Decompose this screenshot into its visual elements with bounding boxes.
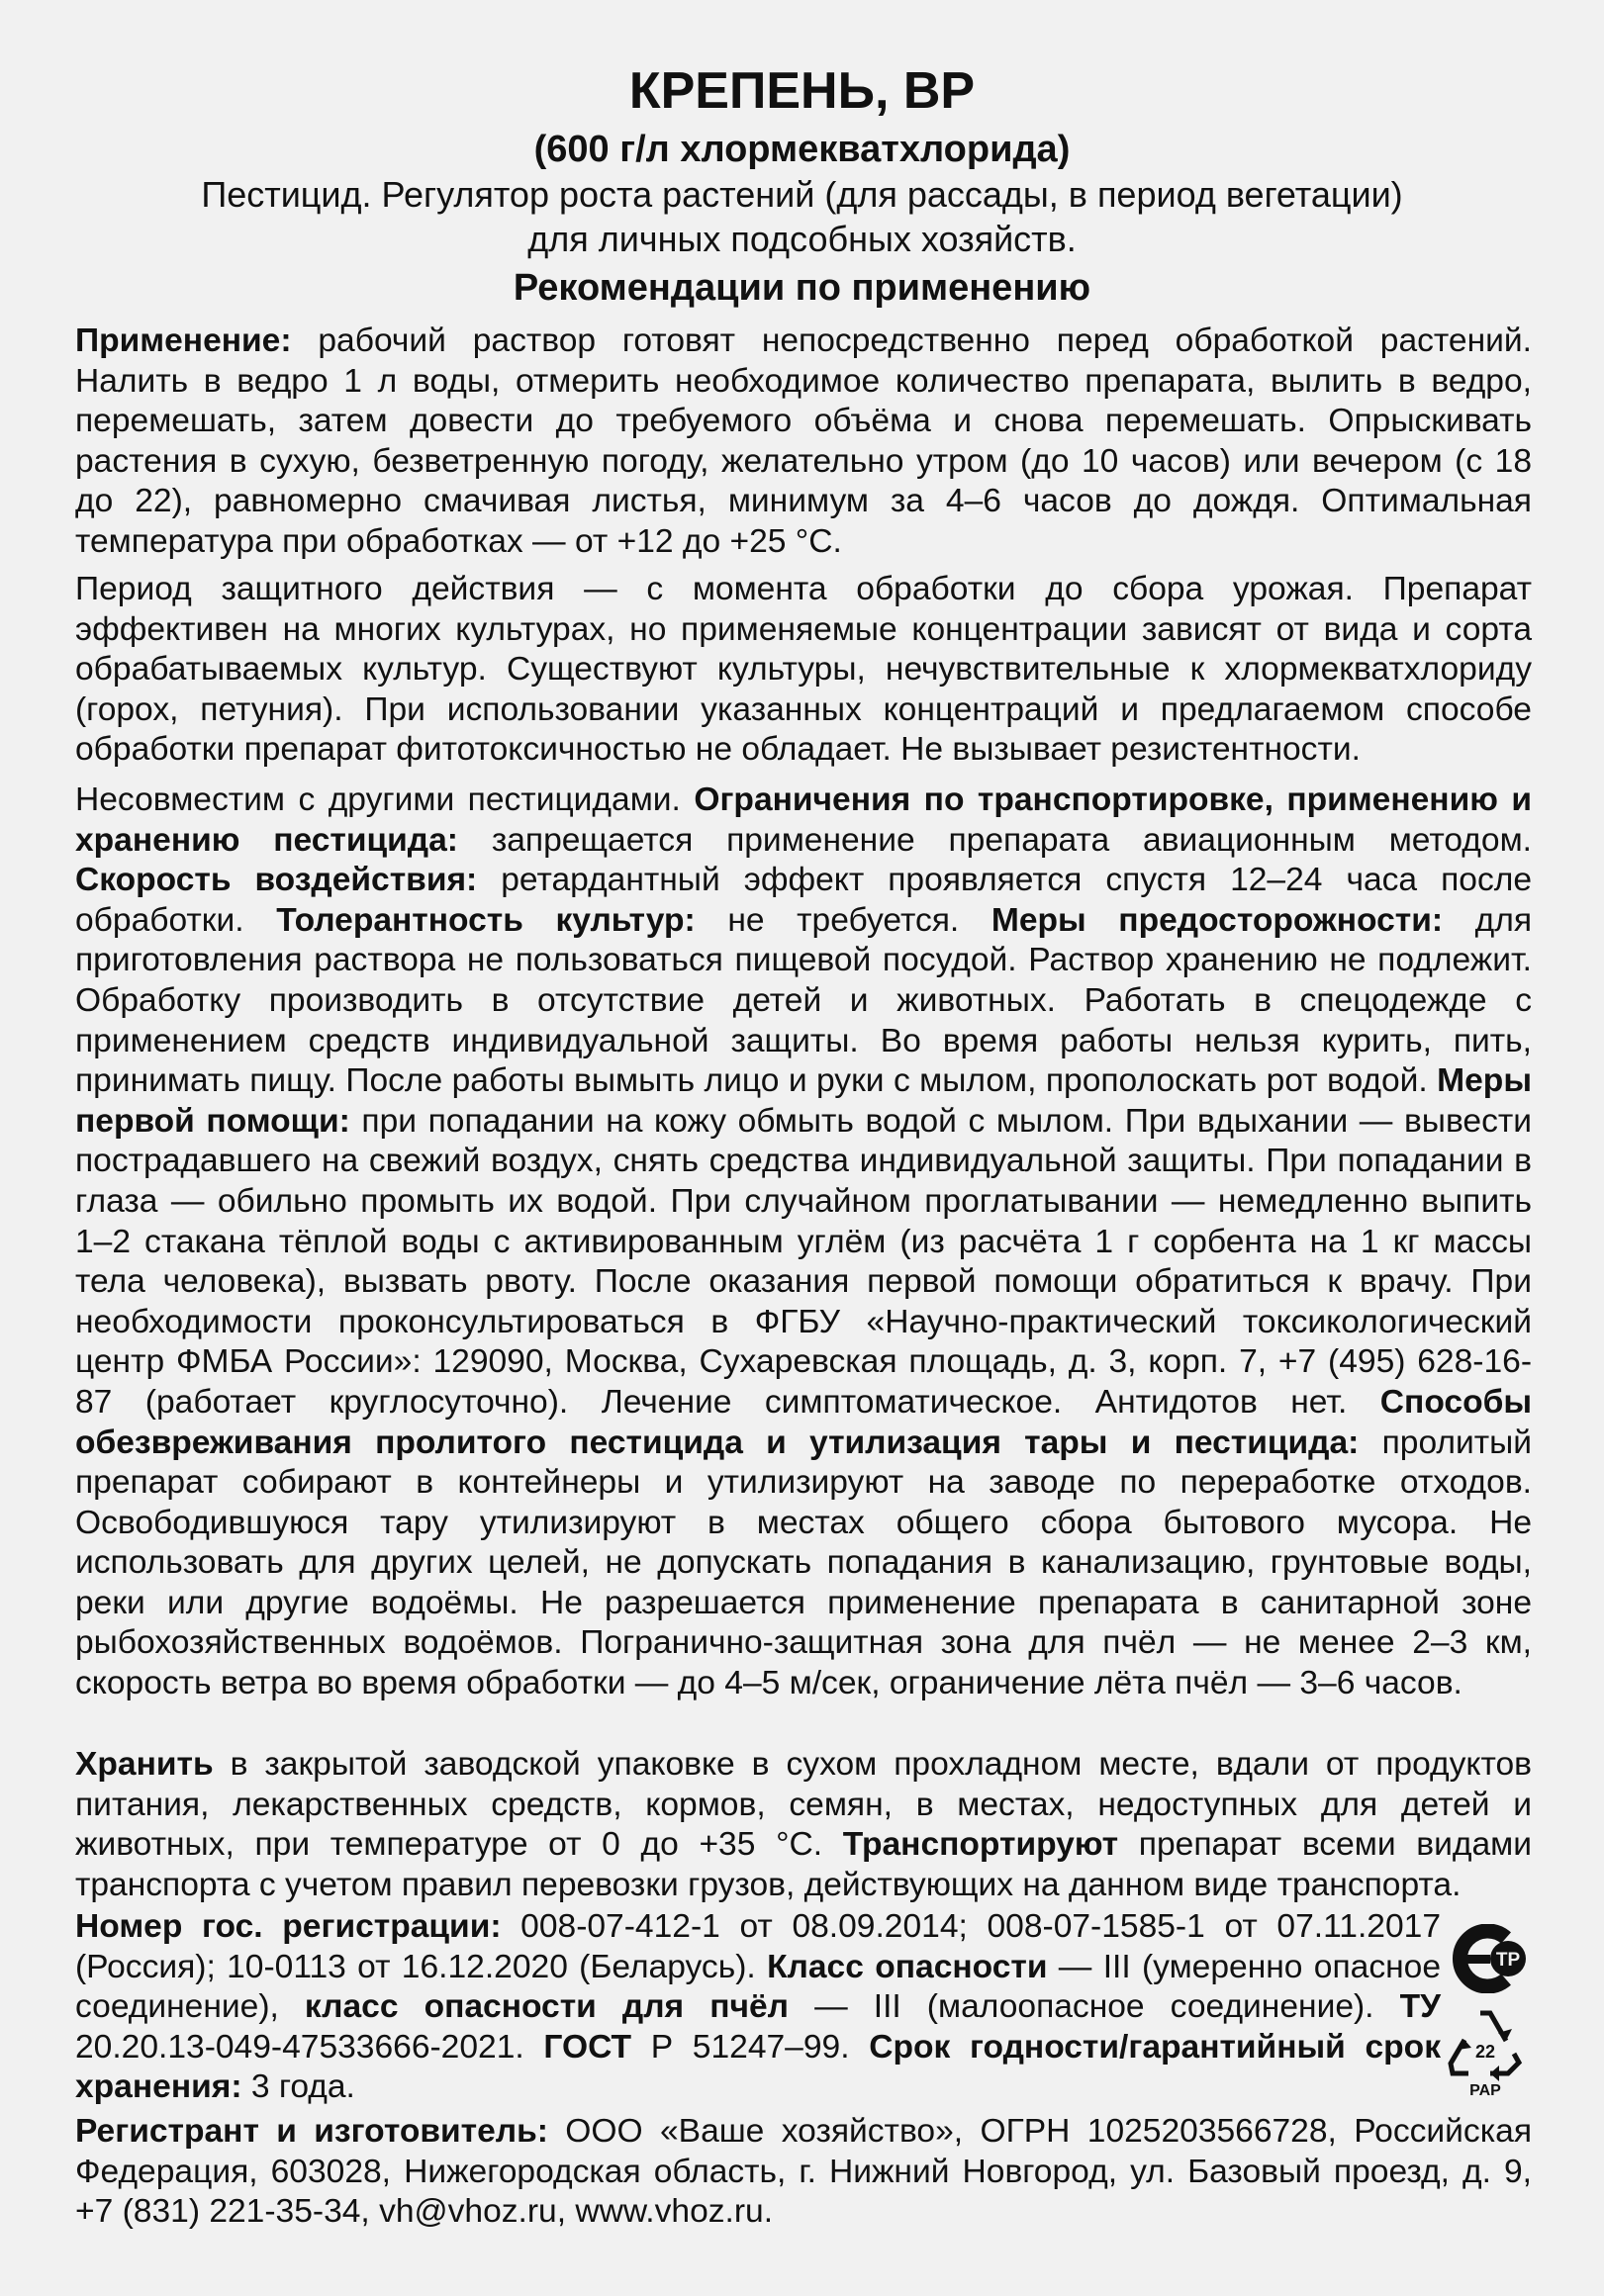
text-tu: 20.20.13-049-47533666-2021. — [75, 2028, 544, 2066]
text-application: рабочий раствор готовят непосредственно перед обработкой растений. Налить в ведро 1 л воды, отмерить необходимое количество препарата, вылить в ведро, перемешать, затем довести до требуемого объёма и снова перемешать. Опрыскивать растения в сухую, безветренную погоду, желательно утром (до 10 часов) или вечером (с 18 до 22), равномерно смачивая листья, минимум за 4–6 часов до дождя. Оптимальная температура при обработках — от +12 до +25 °С. — [75, 322, 1532, 560]
label-storage: Хранить — [75, 1746, 214, 1783]
paragraph-registration — [75, 1907, 1441, 2108]
paragraph-protection-period: Период защитного действия — с момента обработки до сбора урожая. Препарат эффективен на многих культурах, но применяемые концентрации зависят от вида и сорта обрабатываемых культур. Существуют культуры, нечувствительные к хлормекватхлориду (горох, петуния). При использовании указанных концентраций и предлагаемом способе обработки препарат фитотоксичностью не обладает. Не вызывает резистентности. — [75, 571, 1532, 769]
eac-mark-letters: ТР — [1495, 1950, 1521, 1971]
eac-mark-icon — [1443, 1924, 1532, 1993]
text-restrictions: запрещается применение препарата авиационным методом. — [457, 821, 1532, 859]
label-disposal: Способы обезвреживания пролитого пестицида и утилизация тары и пестицида: — [75, 1383, 1532, 1461]
label-speed: Скорость воздействия: — [75, 862, 478, 899]
recycle-number: 22 — [1474, 2042, 1496, 2062]
text-manufacturer: ООО «Ваше хозяйство», ОГРН 1025203566728, Российская Федерация, 603028, Нижегородская область, г. Нижний Новгород, ул. Базовый проезд, д. 9, +7 (831) 221-35-34, vh@vhoz.ru, www.vhoz.ru. — [75, 2113, 1532, 2231]
section-heading: Рекомендации по применению — [513, 267, 1091, 309]
text-precautions: для приготовления раствора не пользоваться пищевой посудой. Раствор хранению не подлежит. Обработку производить в отсутствие детей и животных. Работать в спецодежде с применением средств индивидуальной защиты. Во время работы нельзя курить, пить, принимать пищу. После работы вымыть лицо и руки с мылом, прополоскать рот водой. — [75, 901, 1533, 1100]
description-line: Пестицид. Регулятор роста растений (для рассады, в период вегетации) — [201, 174, 1403, 215]
text-bee-hazard: — III (малоопасное соединение). — [789, 1988, 1400, 2026]
paragraph-restrictions — [75, 781, 1532, 1704]
text-gost: Р 51247–99. — [631, 2028, 870, 2066]
label-shelf-life: Срок годности/гарантийный срок хранения: — [75, 2028, 1441, 2106]
text-first-aid: при попадании на кожу обмыть водой с мылом. При вдыхании — вывести пострадавшего на свежий воздух, снять средства индивидуальной защиты. При попадании в глаза — обильно промыть их водой. При случайном проглатывании — немедленно выпить 1–2 стакана тёплой воды с активированным углём (из расчёта 1 г сорбента на 1 кг массы тела человека), вызвать рвоту. После оказания первой помощи обратиться к врачу. При необходимости проконсультироваться в ФГБУ «Научно-практический токсикологический центр ФМБА России»: 129090, Москва, Сухаревская площадь, д. 3, корп. 7, +7 (495) 628-16-87 (работает круглосуточно). Лечение симптоматическое. Антидотов нет. — [75, 1102, 1532, 1421]
label-restrictions: Ограничения по транспортировке, применению и хранению пестицида: — [75, 781, 1532, 859]
text-disposal: пролитый препарат собирают в контейнеры и утилизируют на заводе по переработке отходов. Освободившуюся тару утилизируют в местах общего сбора бытового мусора. Не использовать для других целей, не допускать попадания в канализацию, грунтовые воды, реки или другие водоёмы. Не разрешается применение препарата в санитарной зоне рыбохозяйственных водоёмов. Погранично-защитная зона для пчёл — не менее 2–3 км, скорость ветра во время обработки — до 4–5 м/сек, ограничение лёта пчёл — 3–6 часов. — [75, 1424, 1532, 1702]
label-manufacturer: Регистрант и изготовитель: — [75, 2113, 548, 2150]
label-gost: ГОСТ — [543, 2028, 632, 2066]
product-description — [0, 172, 1604, 261]
text-hazard-class: — III (умеренно опасное соединение), — [75, 1948, 1441, 2026]
recycle-code: PAP — [1469, 2082, 1501, 2099]
product-subtitle: (600 г/л хлормекватхлорида) — [533, 129, 1071, 170]
text-registration: 008-07-412-1 от 08.09.2014; 008-07-1585-1 от 07.11.2017 (Россия); 10-0113 от 16.12.2020 (Беларусь). — [75, 1908, 1441, 1985]
text-shelf-life: 3 года. — [241, 2068, 355, 2106]
text-speed: ретардантный эффект проявляется спустя 12–24 часа после обработки. — [75, 862, 1533, 939]
text-storage: в закрытой заводской упаковке в сухом прохладном месте, вдали от продуктов питания, лекарственных средств, кормов, семян, в местах, недоступных для детей и животных, при температуре от 0 до +35 °С. — [75, 1746, 1532, 1864]
label-application: Применение: — [75, 322, 292, 359]
text-incompatibility: Несовместим с другими пестицидами. — [75, 781, 695, 818]
label-precautions: Меры предосторожности: — [991, 901, 1444, 939]
paragraph-storage — [75, 1745, 1532, 1905]
text-tolerance: не требуется. — [695, 901, 991, 939]
description-line: для личных подсобных хозяйств. — [527, 219, 1077, 259]
paragraph-application — [75, 321, 1532, 563]
text-transport: препарат всеми видами транспорта с учетом правил перевозки грузов, действующих на данном виде транспорта. — [75, 1826, 1532, 1903]
label-first-aid: Меры первой помощи: — [75, 1062, 1532, 1140]
label-registration: Номер гос. регистрации: — [75, 1908, 502, 1945]
label-transport: Транспортируют — [842, 1826, 1119, 1864]
label-tolerance: Толерантность культур: — [276, 901, 696, 939]
label-hazard-class: Класс опасности — [767, 1948, 1048, 1985]
paragraph-manufacturer — [75, 2112, 1532, 2233]
label-bee-hazard: класс опасности для пчёл — [304, 1988, 789, 2026]
recycle-icon — [1447, 2006, 1524, 2099]
label-tu: ТУ — [1399, 1988, 1441, 2026]
product-title: КРЕПЕНЬ, ВР — [628, 62, 976, 120]
